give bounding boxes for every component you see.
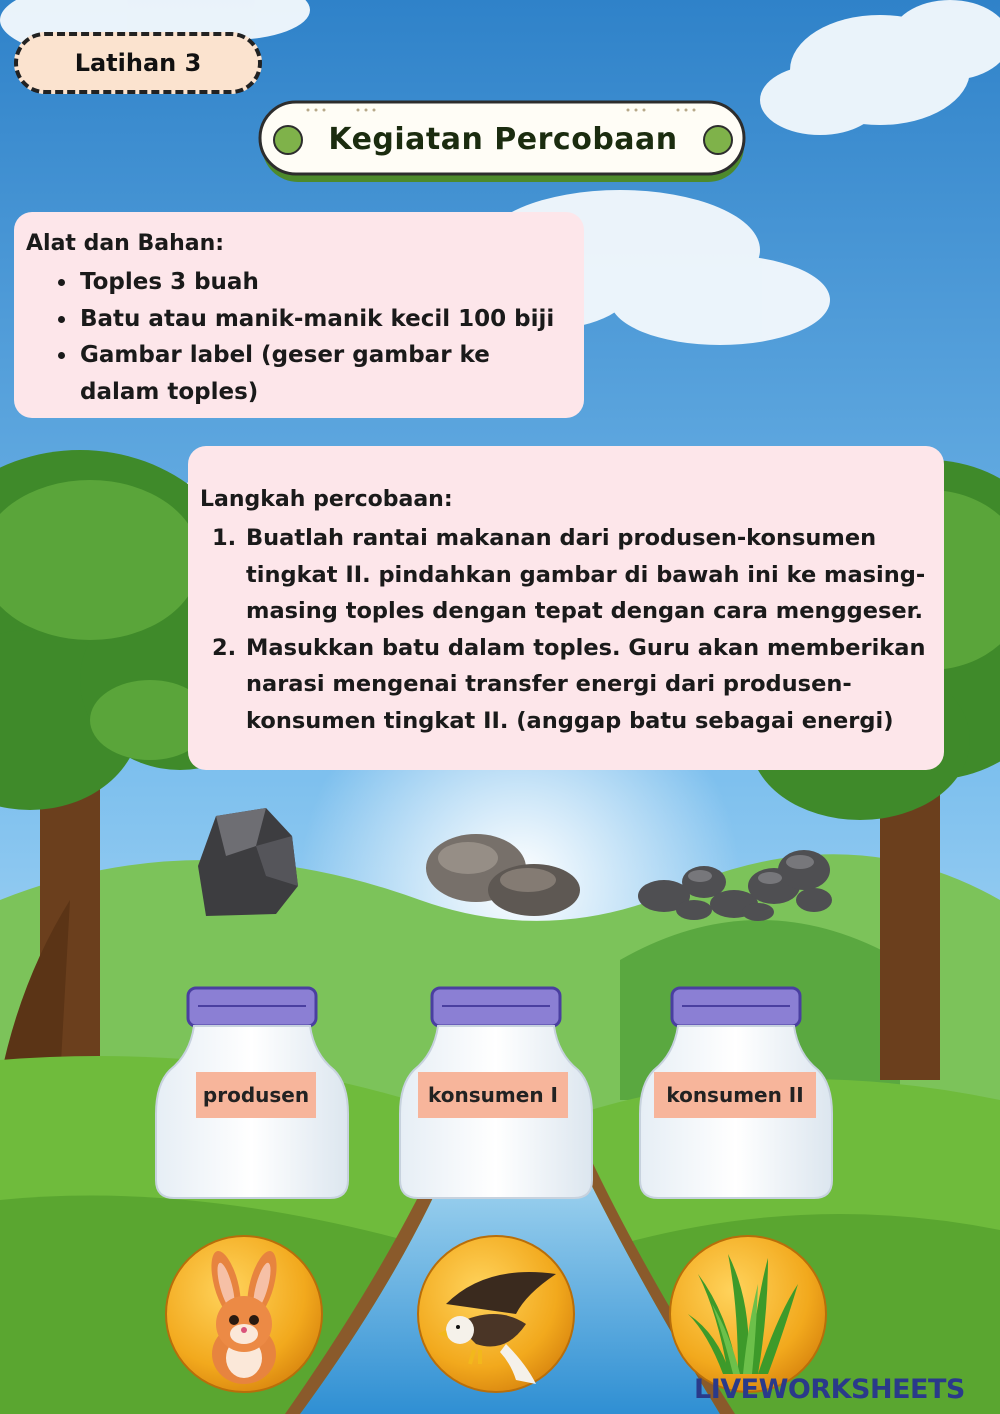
steps-heading: Langkah percobaan: <box>200 487 453 512</box>
materials-list <box>26 264 572 410</box>
steps-list <box>200 520 932 739</box>
large-rock-icon <box>196 806 300 918</box>
jar-label-produsen: produsen <box>196 1072 316 1118</box>
materials-item: • Gambar label (geser gambar ke dalam toples) <box>78 337 572 410</box>
materials-item: • Batu atau manik-manik kecil 100 biji <box>78 301 572 338</box>
steps-item: 2. Masukkan batu dalam toples. Guru akan memberikan narasi mengenai transfer energi dari produsen-konsumen tingkat II. (anggap batu sebagai energi) <box>244 630 932 740</box>
exercise-badge <box>14 32 262 94</box>
rabbit-icon[interactable] <box>164 1234 324 1394</box>
eagle-icon[interactable] <box>416 1234 576 1394</box>
liveworksheets-watermark: LIVEWORKSHEETS <box>694 1374 965 1405</box>
pebbles-icon <box>634 846 836 922</box>
materials-item: • Toples 3 buah <box>78 264 572 301</box>
jar-label-konsumen-i: konsumen I <box>418 1072 568 1118</box>
grass-icon[interactable] <box>668 1234 828 1394</box>
materials-panel <box>14 212 584 418</box>
jar-label-konsumen-ii: konsumen II <box>654 1072 816 1118</box>
title-banner <box>258 100 748 184</box>
badge-label: Latihan 3 <box>74 49 202 77</box>
materials-heading: Alat dan Bahan: <box>26 231 225 256</box>
banner-title: Kegiatan Percobaan <box>328 121 678 157</box>
steps-item: 1. Buatlah rantai makanan dari produsen-konsumen tingkat II. pindahkan gambar di bawah ini ke masing-masing toples dengan tepat dengan cara menggeser. <box>244 520 932 630</box>
two-stones-icon <box>424 832 580 918</box>
steps-panel <box>188 446 944 770</box>
